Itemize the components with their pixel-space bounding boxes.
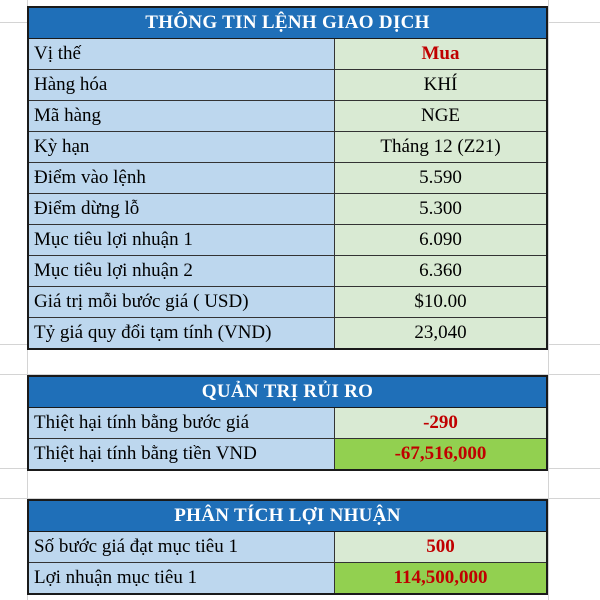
table-row[interactable] — [29, 532, 546, 563]
table-row[interactable] — [29, 318, 546, 348]
row-value-exchange-rate[interactable]: 23,040 — [335, 318, 546, 348]
row-value-entry-point[interactable]: 5.590 — [335, 163, 546, 193]
row-label-stop-loss: Điểm dừng lỗ — [29, 194, 335, 224]
row-label-target-1: Mục tiêu lợi nhuận 1 — [29, 225, 335, 255]
table-row[interactable] — [29, 39, 546, 70]
profit-analysis-table — [27, 499, 548, 595]
table-row[interactable] — [29, 70, 546, 101]
risk-management-header: QUẢN TRỊ RỦI RO — [29, 377, 546, 408]
table-row[interactable] — [29, 287, 546, 318]
row-label-tick-value: Giá trị mỗi bước giá ( USD) — [29, 287, 335, 317]
table-row[interactable] — [29, 132, 546, 163]
table-row[interactable] — [29, 563, 546, 593]
row-label-loss-vnd: Thiệt hại tính bằng tiền VND — [29, 439, 335, 469]
row-value-term[interactable]: Tháng 12 (Z21) — [335, 132, 546, 162]
row-value-symbol[interactable]: NGE — [335, 101, 546, 131]
table-row[interactable] — [29, 101, 546, 132]
profit-analysis-header: PHÂN TÍCH LỢI NHUẬN — [29, 501, 546, 532]
table-row[interactable] — [29, 439, 546, 469]
row-label-position: Vị thế — [29, 39, 335, 69]
row-label-entry-point: Điểm vào lệnh — [29, 163, 335, 193]
row-value-commodity[interactable]: KHÍ — [335, 70, 546, 100]
row-value-tick-value[interactable]: $10.00 — [335, 287, 546, 317]
row-label-exchange-rate: Tỷ giá quy đổi tạm tính (VND) — [29, 318, 335, 348]
row-label-symbol: Mã hàng — [29, 101, 335, 131]
trade-info-table — [27, 6, 548, 350]
row-value-loss-vnd[interactable]: -67,516,000 — [335, 439, 546, 469]
row-value-target-1[interactable]: 6.090 — [335, 225, 546, 255]
row-label-loss-ticks: Thiệt hại tính bằng bước giá — [29, 408, 335, 438]
row-label-target-2: Mục tiêu lợi nhuận 2 — [29, 256, 335, 286]
table-row[interactable] — [29, 163, 546, 194]
table-row[interactable] — [29, 256, 546, 287]
row-value-target-2[interactable]: 6.360 — [335, 256, 546, 286]
table-row[interactable] — [29, 194, 546, 225]
row-value-loss-ticks[interactable]: -290 — [335, 408, 546, 438]
row-label-target-1-ticks: Số bước giá đạt mục tiêu 1 — [29, 532, 335, 562]
row-label-commodity: Hàng hóa — [29, 70, 335, 100]
row-label-target-1-profit: Lợi nhuận mục tiêu 1 — [29, 563, 335, 593]
row-value-target-1-profit[interactable]: 114,500,000 — [335, 563, 546, 593]
trade-info-header: THÔNG TIN LỆNH GIAO DỊCH — [29, 8, 546, 39]
row-value-stop-loss[interactable]: 5.300 — [335, 194, 546, 224]
row-value-target-1-ticks[interactable]: 500 — [335, 532, 546, 562]
table-row[interactable] — [29, 225, 546, 256]
row-value-position[interactable]: Mua — [335, 39, 546, 69]
table-row[interactable] — [29, 408, 546, 439]
row-label-term: Kỳ hạn — [29, 132, 335, 162]
risk-management-table — [27, 375, 548, 471]
